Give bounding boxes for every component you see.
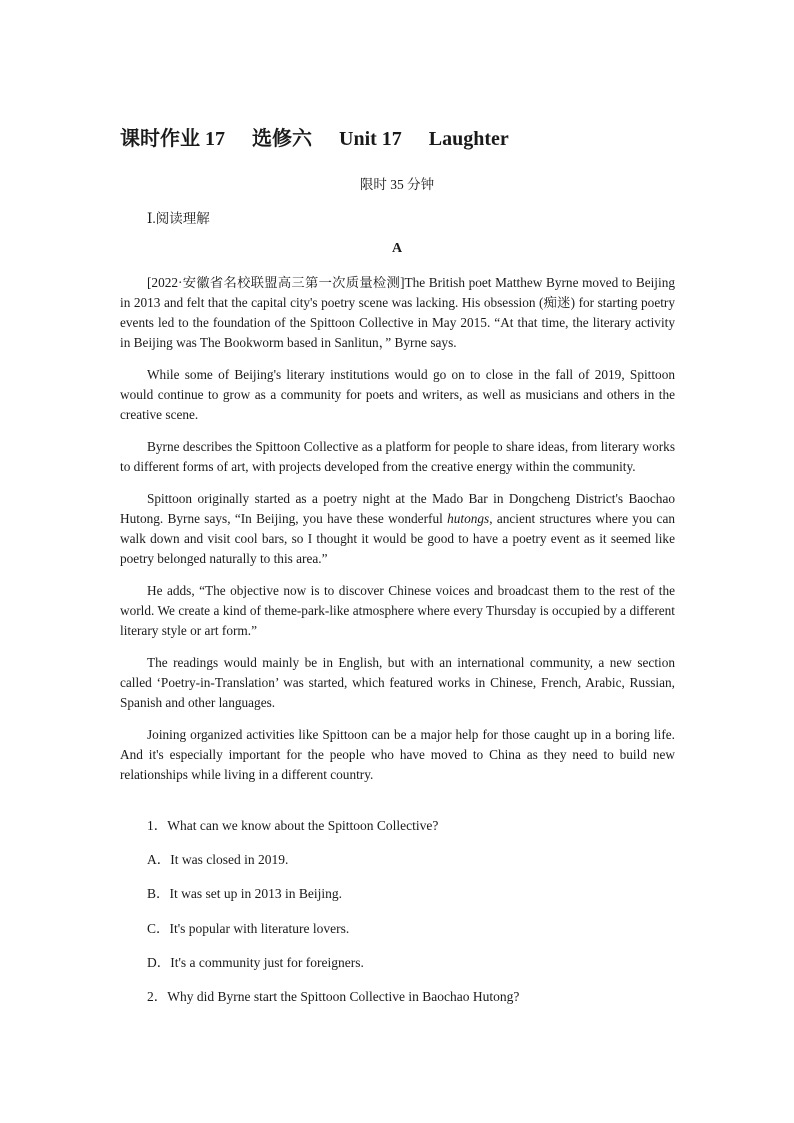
time-limit: 限时 35 分钟 [359,177,435,192]
passage-paragraph: Joining organized activities like Spittoon can be a major help for those caught up in a boring life. And it's especially important for the people who have moved to China as they need to build new relationships while living in a different country. [120,727,675,782]
title-unit: Unit 17 [339,128,402,150]
question-2: 2．Why did Byrne start the Spittoon Collective in Baochao Hutong? [147,989,520,1004]
question-1-option-c[interactable]: C．It's popular with literature lovers. [147,921,350,936]
question-1-option-d[interactable]: D．It's a community just for foreigners. [147,955,364,970]
question-1: 1．What can we know about the Spittoon Collective? [147,818,439,833]
passage-paragraph: Byrne describes the Spittoon Collective as a platform for people to share ideas, from literary works to different forms of art, with projects developed from the creative energy within the community. [120,439,675,474]
passage-paragraph: [2022·安徽省名校联盟高三第一次质量检测]The British poet Matthew Byrne moved to Beijing in 2013 and felt that the capital city's poetry scene was lacking. His obsession (痴迷) for starting poetry events led to the foundation of the Spittoon Collective in May 2015. “At that time, the literary activity in Beijing was The Bookworm based in Sanlitun，” Byrne says. [120,275,675,350]
passage-paragraph: He adds, “The objective now is to discover Chinese voices and broadcast them to the rest of the world. We create a kind of theme-park-like atmosphere where every Thursday is occupied by a different literary style or art form.” [120,583,675,638]
italic-term: hutongs [447,511,490,526]
page-title [120,122,531,151]
section-heading: Ⅰ.阅读理解 [147,211,210,226]
title-homework-number: 课时作业 17 [120,128,225,150]
question-1-option-a[interactable]: A．It was closed in 2019. [147,852,289,867]
passage-paragraph: Spittoon originally started as a poetry night at the Mado Bar in Dongcheng District's Baochao Hutong. Byrne says, “In Beijing, you have these wonderful hutongs, ancient structures where you can walk down and visit cool bars, so I thought it would be good to have a poetry event as it seemed like poetry belonged naturally to this area.” [120,491,675,566]
title-topic: Laughter [428,128,509,150]
question-1-option-b[interactable]: B．It was set up in 2013 in Beijing. [147,886,342,901]
passage-paragraph: While some of Beijing's literary institutions would go on to close in the fall of 2019, Spittoon would continue to grow as a community for poets and writers, as well as musicians and others in the creative scene. [120,367,675,422]
passage-body [120,273,675,797]
passage-paragraph: The readings would mainly be in English, but with an international community, a new section called ‘Poetry-in-Translation’ was started, which featured works in Chinese, French, Arabic, Russian, Spanish and other languages. [120,655,675,710]
title-module: 选修六 [252,128,312,150]
passage-label: A [391,241,403,256]
